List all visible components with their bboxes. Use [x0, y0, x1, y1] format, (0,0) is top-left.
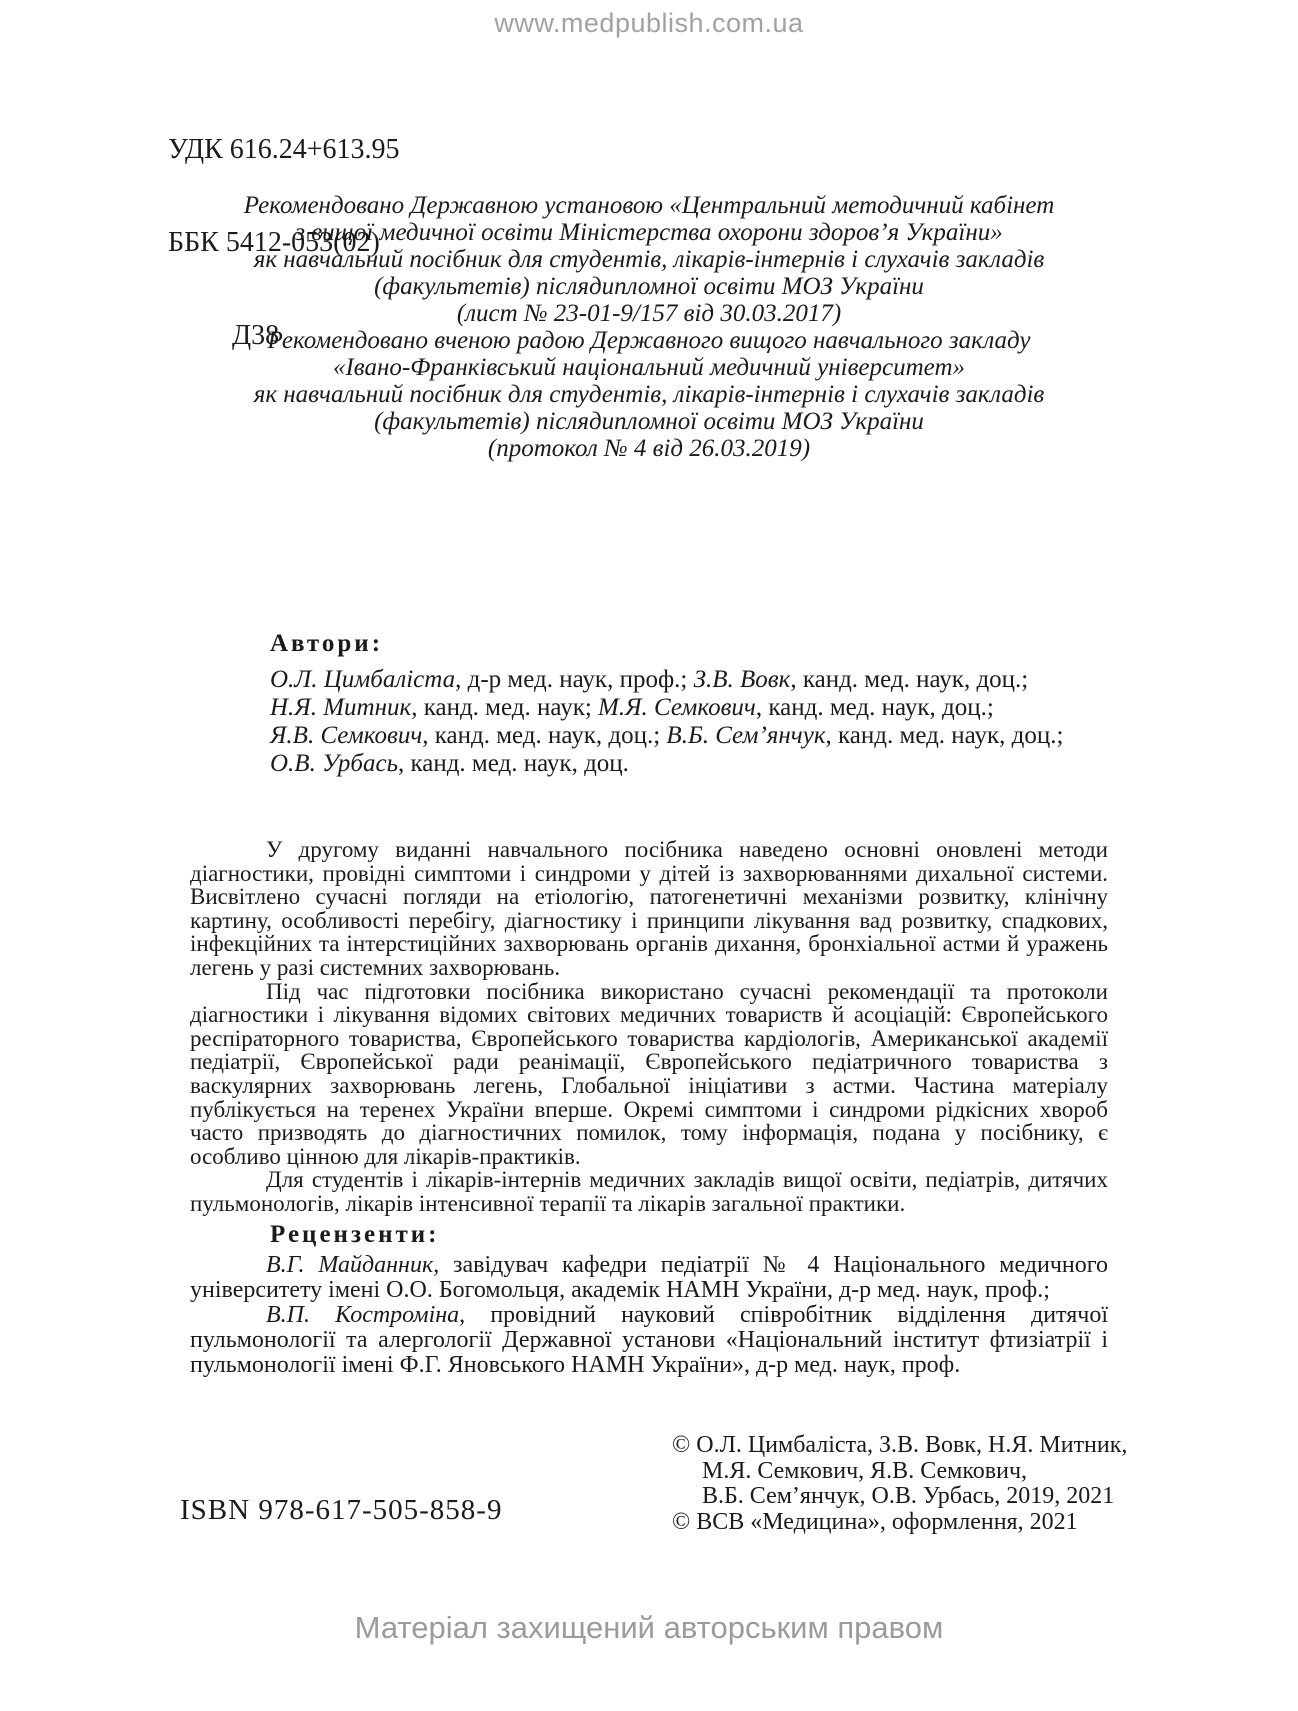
reviewers-heading: Рецензенти: [270, 1221, 440, 1248]
publisher-site-url: www.medpublish.com.ua [494, 8, 804, 38]
annotation-section [190, 838, 1108, 1216]
reviewer-name: В.Г. Майданник [266, 1252, 434, 1278]
author-degree: , д-р мед. наук, проф.; [455, 666, 694, 693]
recommendation-line: «Івано-Франківський національний медичний університет» [332, 354, 966, 381]
reviewer-description: , завідувач кафедри педіатрії № 4 Національного медичного університету імені О.О. Богомольця, академік НАМН України, д-р мед. наук, проф.; [190, 1252, 1108, 1303]
author-name: З.В. Вовк [693, 666, 791, 693]
recommendation-line: (факультетів) післядипломної освіти МОЗ України [374, 273, 924, 300]
author-name: О.В. Урбась [270, 750, 398, 777]
author-degree: , канд. мед. наук, доц.; [790, 666, 1029, 693]
author-line [270, 666, 1120, 694]
copyright-protection-notice: Матеріал захищений авторським правом [354, 1610, 944, 1645]
recommendation-line: з вищої медичної освіти Міністерства охорони здоров’я України» [295, 219, 1003, 246]
author-name: М.Я. Семкович [598, 694, 756, 721]
author-line [270, 750, 1120, 778]
bbk-code: ББК 5412-053(02) [168, 227, 380, 258]
annotation-paragraph: У другому виданні навчального посібника наведено основні оновлені методи діагностики, провідні симптоми і синдроми у дітей із захворюваннями дихальної системи. Висвітлено сучасні погляди на етіологію, патогенетичні механізми розвитку, клінічну картину, особливості перебігу, діагностику і принципи лікування вад розвитку, спадкових, інфекційних та інтерстиційних захворювань органів дихання, бронхіальної астми й уражень легень у разі системних захворювань. [190, 837, 1108, 980]
reviewer-description: , провідний науковий співробітник відділення дитячої пульмонології та алергології Державної установи «Національний інститут фтизіатрії і пульмонології імені Ф.Г. Яновського НАМН України», д-р мед. наук, проф. [190, 1302, 1108, 1378]
recommendation-university [0, 327, 1298, 462]
copyright-line: © ВСВ «Медицина», оформлення, 2021 [672, 1508, 1078, 1535]
copyright-line: М.Я. Семкович, Я.В. Семкович, [702, 1457, 1028, 1484]
author-name: О.Л. Цимбаліста [270, 666, 456, 693]
authors-section [270, 630, 1120, 778]
recommendation-line: (факультетів) післядипломної освіти МОЗ України [374, 408, 924, 435]
author-name: Я.В. Семкович [270, 722, 423, 749]
author-line [270, 694, 1120, 722]
author-degree: , канд. мед. наук, доц.; [755, 694, 994, 721]
copyright-section [672, 1433, 1127, 1535]
author-degree: , канд. мед. наук; [411, 694, 599, 721]
reviewers-section [190, 1222, 1108, 1378]
author-name: Н.Я. Митник [270, 694, 412, 721]
reviewer-name: В.П. Костроміна [266, 1302, 460, 1328]
author-sign-code: Д38 [232, 320, 280, 351]
annotation-paragraph: Під час підготовки посібника використано сучасні рекомендації та протоколи діагностики і лікування відомих світових медичних товариств й асоціацій: Європейського респіраторного товариства, Європейського товариства кардіологів, Американської академії педіатрії, Європейської ради реанімації, Європейського педіатричного товариства з васкулярних захворювань легень, Глобальної ініціативи з астми. Частина матеріалу публікується на теренех України вперше. Окремі симптоми і синдроми рідкісних хвороб часто призводять до діагностичних помилок, тому інформація, подана у посібнику, є особливо цінною для лікарів-практиків. [190, 978, 1108, 1169]
isbn: ISBN 978-617-505-858-9 [180, 1494, 503, 1526]
reviewer-entry [190, 1303, 1108, 1378]
authors-heading: Автори: [270, 630, 384, 657]
copyright-line: © О.Л. Цимбаліста, З.В. Вовк, Н.Я. Митник, [672, 1432, 1128, 1458]
author-degree: , канд. мед. наук, доц.; [825, 722, 1064, 749]
author-name: В.Б. Сем’янчук [666, 722, 826, 749]
recommendation-line: (лист № 23-01-9/157 від 30.03.2017) [456, 300, 842, 327]
copyright-line: В.Б. Сем’янчук, О.В. Урбась, 2019, 2021 [702, 1483, 1115, 1509]
author-line [270, 722, 1120, 750]
recommendation-line: (протокол № 4 від 26.03.2019) [487, 435, 811, 462]
author-degree: , канд. мед. наук, доц.; [422, 722, 667, 749]
author-degree: , канд. мед. наук, доц. [397, 750, 629, 777]
recommendation-line: Рекомендовано вченою радою Державного вищого навчального закладу [267, 327, 1031, 354]
recommendation-ministry [0, 192, 1298, 327]
recommendation-line: Рекомендовано Державною установою «Центральний методичний кабінет [243, 192, 1055, 219]
udk-code: УДК 616.24+613.95 [168, 134, 400, 165]
annotation-paragraph: Для студентів і лікарів-інтернів медичних закладів вищої освіти, педіатрів, дитячих пульмонологів, лікарів інтенсивної терапії та лікарів загальної практики. [190, 1167, 1108, 1216]
recommendation-line: як навчальний посібник для студентів, лікарів-інтернів і слухачів закладів [253, 246, 1045, 273]
recommendation-line: як навчальний посібник для студентів, лікарів-інтернів і слухачів закладів [253, 381, 1045, 408]
reviewer-entry [190, 1253, 1108, 1303]
